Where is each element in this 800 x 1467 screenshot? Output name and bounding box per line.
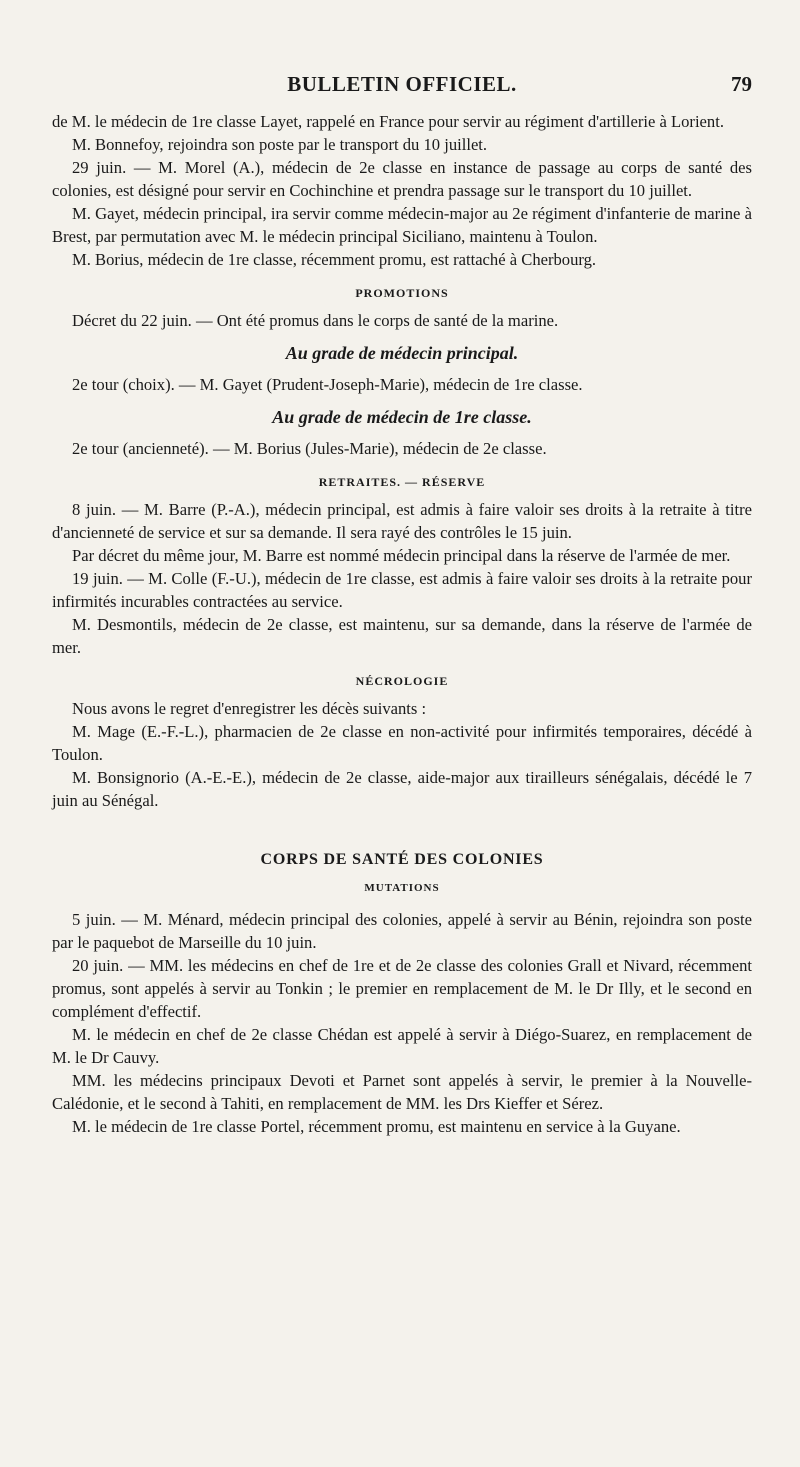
retraites-heading: RETRAITES. — RÉSERVE [318,475,486,489]
bulletin-title: BULLETIN OFFICIEL. [287,72,517,96]
paragraph: 5 juin. — M. Ménard, médecin principal des colonies, appelé à servir au Bénin, rejoindra son poste par le paquebot de Marseille du 10 juin. [52,910,752,952]
decree-paragraph: Décret du 22 juin. — Ont été promus dans le corps de santé de la marine. [72,311,559,330]
paragraph: de M. le médecin de 1re classe Layet, rappelé en France pour servir au régiment d'artillerie à Lorient. [52,112,724,131]
paragraph: 19 juin. — M. Colle (F.-U.), médecin de 1re classe, est admis à faire valoir ses droits à la retraite pour infirmités incurables contractées au service. [52,569,752,611]
paragraph: Par décret du même jour, M. Barre est nommé médecin principal dans la réserve de l'armée de mer. [72,546,731,565]
paragraph: M. Bonnefoy, rejoindra son poste par le transport du 10 juillet. [72,135,488,154]
paragraph: MM. les médecins principaux Devoti et Parnet sont appelés à servir, le premier à la Nouvelle-Calédonie, et le second à Tahiti, en remplacement de MM. les Drs Kieffer et Sérez. [52,1071,752,1113]
necrologie-heading: NÉCROLOGIE [355,674,449,688]
grade-title: Au grade de médecin de 1re classe. [272,407,532,427]
document-body [52,110,752,1138]
paragraph: M. le médecin de 1re classe Portel, récemment promu, est maintenu en service à la Guyane. [72,1117,681,1136]
paragraph: M. Mage (E.-F.-L.), pharmacien de 2e classe en non-activité pour infirmités temporaires, décédé à Toulon. [52,722,752,764]
grade-title: Au grade de médecin principal. [285,343,519,363]
paragraph: M. Gayet, médecin principal, ira servir comme médecin-major au 2e régiment d'infanterie de marine à Brest, par permutation avec M. le médecin principal Siciliano, maintenu à Toulon. [52,204,752,246]
mutations-heading: MUTATIONS [364,882,440,894]
promotion-entry: 2e tour (choix). — M. Gayet (Prudent-Joseph-Marie), médecin de 1re classe. [72,375,583,394]
paragraph: 20 juin. — MM. les médecins en chef de 1re et de 2e classe des colonies Grall et Nivard, récemment promus, sont appelés à servir au Tonkin ; le premier en remplacement de M. le Dr Illy, et le second en complément d'effectif. [52,956,752,1021]
paragraph: 29 juin. — M. Morel (A.), médecin de 2e classe en instance de passage au corps de santé des colonies, est désigné pour servir en Cochinchine et prendra passage sur le transport du 10 juillet. [52,158,752,200]
paragraph: M. Desmontils, médecin de 2e classe, est maintenu, sur sa demande, dans la réserve de l'armée de mer. [52,615,752,657]
promotion-entry: 2e tour (ancienneté). — M. Borius (Jules-Marie), médecin de 2e classe. [72,439,547,458]
paragraph: M. Bonsignorio (A.-E.-E.), médecin de 2e classe, aide-major aux tirailleurs sénégalais, décédé le 7 juin au Sénégal. [52,768,752,810]
promotions-heading: PROMOTIONS [355,286,449,300]
section-title: CORPS DE SANTÉ DES COLONIES [260,851,544,868]
paragraph: 8 juin. — M. Barre (P.-A.), médecin principal, est admis à faire valoir ses droits à la retraite à titre d'ancienneté de service et sur sa demande. Il sera rayé des contrôles le 15 juin. [52,500,752,542]
paragraph: Nous avons le regret d'enregistrer les décès suivants : [72,699,427,718]
paragraph: M. Borius, médecin de 1re classe, récemment promu, est rattaché à Cherbourg. [72,250,597,269]
paragraph: M. le médecin en chef de 2e classe Chédan est appelé à servir à Diégo-Suarez, en remplacement de M. le Dr Cauvy. [52,1025,752,1067]
page-number: 79 [731,72,752,96]
page-header [52,72,752,102]
